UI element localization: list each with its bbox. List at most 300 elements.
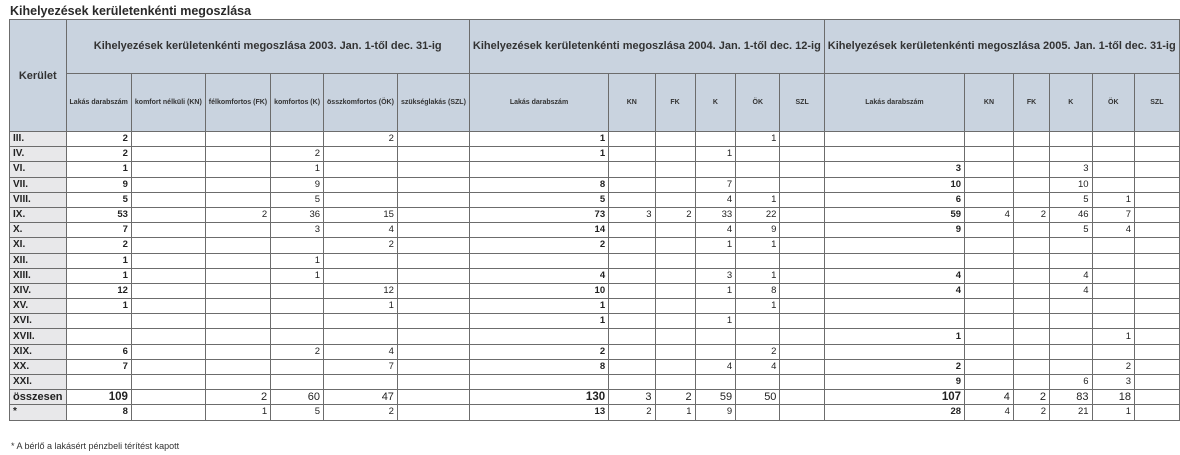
table-cell <box>1135 177 1180 192</box>
district-label: IV. <box>10 147 67 162</box>
table-cell <box>1135 132 1180 147</box>
table-cell: 2 <box>469 344 608 359</box>
table-cell <box>205 344 270 359</box>
table-cell: 3 <box>824 162 964 177</box>
table-cell <box>131 268 205 283</box>
table-cell <box>1013 253 1049 268</box>
table-cell <box>609 132 655 147</box>
table-cell <box>1050 314 1093 329</box>
table-cell <box>66 314 131 329</box>
table-cell: 9 <box>824 375 964 390</box>
table-cell <box>609 359 655 374</box>
column-header-2003: komfort nélküli (KN) <box>131 74 205 132</box>
table-cell <box>324 375 398 390</box>
table-cell: 7 <box>324 359 398 374</box>
table-cell: 2 <box>271 147 324 162</box>
table-cell <box>609 329 655 344</box>
table-cell <box>965 299 1014 314</box>
column-header-2005: KN <box>965 74 1014 132</box>
district-label: XIII. <box>10 268 67 283</box>
table-cell <box>1135 223 1180 238</box>
table-cell <box>205 299 270 314</box>
table-cell: 12 <box>324 283 398 298</box>
table-cell <box>397 359 469 374</box>
table-cell: 2 <box>1013 405 1049 420</box>
table-row <box>10 192 1180 207</box>
table-cell <box>1135 375 1180 390</box>
table-cell <box>131 132 205 147</box>
table-cell <box>397 405 469 420</box>
table-cell: 5 <box>469 192 608 207</box>
table-cell: 9 <box>736 223 780 238</box>
table-cell: 2 <box>324 132 398 147</box>
table-cell: 2 <box>205 390 270 405</box>
table-cell <box>1050 253 1093 268</box>
table-cell <box>397 223 469 238</box>
table-cell: 7 <box>1092 207 1135 222</box>
table-cell <box>1092 344 1135 359</box>
table-cell <box>271 375 324 390</box>
table-cell <box>1092 238 1135 253</box>
table-cell: 12 <box>66 283 131 298</box>
table-cell <box>736 162 780 177</box>
table-cell: 4 <box>736 359 780 374</box>
table-cell <box>131 162 205 177</box>
table-cell: 6 <box>824 192 964 207</box>
table-cell: 2 <box>66 132 131 147</box>
table-cell <box>695 253 736 268</box>
table-cell <box>324 162 398 177</box>
table-cell <box>397 329 469 344</box>
table-cell <box>1013 177 1049 192</box>
table-cell <box>324 268 398 283</box>
table-cell: 8 <box>469 177 608 192</box>
table-cell <box>655 162 695 177</box>
table-cell <box>397 192 469 207</box>
column-header-2003: félkomfortos (FK) <box>205 74 270 132</box>
table-cell: 3 <box>695 268 736 283</box>
table-cell <box>324 177 398 192</box>
table-cell <box>695 299 736 314</box>
table-cell: 8 <box>66 405 131 420</box>
table-cell: 13 <box>469 405 608 420</box>
table-cell <box>397 283 469 298</box>
district-label: XIV. <box>10 283 67 298</box>
table-cell <box>1135 207 1180 222</box>
table-cell <box>1013 223 1049 238</box>
table-cell: 4 <box>965 405 1014 420</box>
table-cell <box>205 283 270 298</box>
table-cell <box>965 177 1014 192</box>
table-cell <box>1135 359 1180 374</box>
table-cell <box>131 207 205 222</box>
table-row <box>10 299 1180 314</box>
table-cell: 36 <box>271 207 324 222</box>
table-cell <box>695 162 736 177</box>
table-cell <box>1050 147 1093 162</box>
table-cell <box>1135 238 1180 253</box>
table-cell <box>655 299 695 314</box>
table-cell <box>1050 299 1093 314</box>
column-header-2005: SZL <box>1135 74 1180 132</box>
table-cell <box>824 299 964 314</box>
group-header-2003: Kihelyezések kerületenkénti megoszlása 2003. Jan. 1-től dec. 31-ig <box>66 20 469 74</box>
table-cell <box>397 314 469 329</box>
table-cell <box>1013 375 1049 390</box>
table-cell: 1 <box>1092 405 1135 420</box>
table-cell: 9 <box>824 223 964 238</box>
table-cell <box>965 344 1014 359</box>
table-cell: 3 <box>1050 162 1093 177</box>
table-cell <box>1013 132 1049 147</box>
table-cell <box>780 405 824 420</box>
table-cell <box>1135 329 1180 344</box>
table-cell: 3 <box>1092 375 1135 390</box>
table-cell <box>1135 390 1180 405</box>
district-label: XII. <box>10 253 67 268</box>
table-cell <box>1135 314 1180 329</box>
column-header-2005: K <box>1050 74 1093 132</box>
district-label: * <box>10 405 67 420</box>
table-cell <box>655 192 695 207</box>
table-cell <box>397 253 469 268</box>
table-cell <box>780 390 824 405</box>
table-cell <box>1135 344 1180 359</box>
table-cell <box>609 177 655 192</box>
table-cell: 130 <box>469 390 608 405</box>
table-cell <box>469 162 608 177</box>
table-cell: 1 <box>271 268 324 283</box>
table-cell: 83 <box>1050 390 1093 405</box>
table-cell: 7 <box>66 359 131 374</box>
table-cell <box>205 132 270 147</box>
table-cell <box>131 177 205 192</box>
table-cell: 4 <box>695 359 736 374</box>
table-row <box>10 253 1180 268</box>
table-row <box>10 177 1180 192</box>
table-cell <box>609 314 655 329</box>
table-cell <box>131 192 205 207</box>
table-cell: 7 <box>66 223 131 238</box>
table-cell: 9 <box>695 405 736 420</box>
table-cell: 1 <box>271 162 324 177</box>
table-cell <box>324 192 398 207</box>
table-cell <box>1135 405 1180 420</box>
table-cell: 4 <box>824 283 964 298</box>
table-cell <box>205 177 270 192</box>
table-cell: 1 <box>1092 329 1135 344</box>
page-title: Kihelyezések kerületenkénti megoszlása <box>10 4 252 18</box>
table-cell <box>131 390 205 405</box>
district-label: XIX. <box>10 344 67 359</box>
table-cell <box>1013 329 1049 344</box>
table-cell <box>469 253 608 268</box>
table-cell: 22 <box>736 207 780 222</box>
table-cell <box>205 253 270 268</box>
table-cell: 47 <box>324 390 398 405</box>
district-label: IX. <box>10 207 67 222</box>
table-cell <box>609 162 655 177</box>
table-cell <box>780 132 824 147</box>
table-cell <box>1092 162 1135 177</box>
table-cell <box>655 132 695 147</box>
table-cell: 4 <box>1050 283 1093 298</box>
table-cell: 2 <box>609 405 655 420</box>
table-cell: 1 <box>736 192 780 207</box>
table-cell <box>131 405 205 420</box>
table-cell <box>965 314 1014 329</box>
table-row <box>10 405 1180 420</box>
table-cell: 1 <box>66 253 131 268</box>
table-cell <box>1092 147 1135 162</box>
table-cell: 5 <box>271 192 324 207</box>
table-cell <box>1135 283 1180 298</box>
column-header-2004: KN <box>609 74 655 132</box>
table-cell: 2 <box>66 238 131 253</box>
table-cell: 1 <box>695 238 736 253</box>
table-cell <box>66 329 131 344</box>
table-cell <box>780 299 824 314</box>
table-cell: 15 <box>324 207 398 222</box>
table-cell <box>397 344 469 359</box>
table-cell <box>824 147 964 162</box>
table-cell <box>131 329 205 344</box>
table-cell <box>695 375 736 390</box>
column-header-2004: SZL <box>780 74 824 132</box>
district-label: VII. <box>10 177 67 192</box>
table-cell: 14 <box>469 223 608 238</box>
table-row <box>10 375 1180 390</box>
table-cell <box>131 299 205 314</box>
district-label: XVII. <box>10 329 67 344</box>
table-cell: 1 <box>324 299 398 314</box>
column-header-2003: szükséglakás (SZL) <box>397 74 469 132</box>
table-cell <box>66 375 131 390</box>
column-header-2005: FK <box>1013 74 1049 132</box>
table-cell <box>736 314 780 329</box>
table-cell <box>1050 344 1093 359</box>
table-row <box>10 207 1180 222</box>
table-cell <box>780 162 824 177</box>
table-cell: 50 <box>736 390 780 405</box>
table-cell <box>965 283 1014 298</box>
table-cell <box>1135 299 1180 314</box>
column-header-2004: FK <box>655 74 695 132</box>
table-cell <box>965 132 1014 147</box>
table-cell <box>205 162 270 177</box>
table-cell <box>324 314 398 329</box>
table-cell <box>965 253 1014 268</box>
district-label: XXI. <box>10 375 67 390</box>
table-cell: 1 <box>1092 192 1135 207</box>
table-cell: 2 <box>324 405 398 420</box>
table-cell: 46 <box>1050 207 1093 222</box>
district-label: XI. <box>10 238 67 253</box>
table-cell <box>131 375 205 390</box>
table-cell <box>965 192 1014 207</box>
table-cell: 2 <box>469 238 608 253</box>
table-cell <box>1013 162 1049 177</box>
table-cell <box>131 147 205 162</box>
table-cell <box>780 207 824 222</box>
table-cell: 28 <box>824 405 964 420</box>
table-cell <box>205 314 270 329</box>
table-cell <box>965 147 1014 162</box>
table-cell <box>324 253 398 268</box>
table-row <box>10 147 1180 162</box>
table-cell <box>965 268 1014 283</box>
district-label: összesen <box>10 390 67 405</box>
table-cell <box>1013 359 1049 374</box>
table-cell: 4 <box>1050 268 1093 283</box>
table-cell <box>965 238 1014 253</box>
table-row <box>10 359 1180 374</box>
table-cell <box>780 375 824 390</box>
table-cell <box>271 238 324 253</box>
table-cell: 1 <box>271 253 324 268</box>
table-cell: 60 <box>271 390 324 405</box>
table-row <box>10 223 1180 238</box>
table-cell <box>609 375 655 390</box>
district-label: III. <box>10 132 67 147</box>
table-cell: 59 <box>824 207 964 222</box>
table-cell <box>131 314 205 329</box>
table-cell <box>1092 132 1135 147</box>
table-cell: 4 <box>965 390 1014 405</box>
table-cell: 1 <box>66 268 131 283</box>
table-cell <box>271 299 324 314</box>
table-cell: 9 <box>271 177 324 192</box>
table-cell <box>205 375 270 390</box>
table-cell <box>609 192 655 207</box>
table-cell: 4 <box>1092 223 1135 238</box>
table-cell <box>205 223 270 238</box>
table-cell <box>1092 283 1135 298</box>
table-cell <box>397 390 469 405</box>
table-cell <box>736 329 780 344</box>
district-label: VIII. <box>10 192 67 207</box>
table-cell <box>1013 147 1049 162</box>
table-cell <box>271 132 324 147</box>
table-cell <box>780 192 824 207</box>
table-cell: 7 <box>695 177 736 192</box>
table-cell <box>655 329 695 344</box>
table-cell <box>736 177 780 192</box>
table-cell: 2 <box>205 207 270 222</box>
table-cell: 5 <box>66 192 131 207</box>
table-cell: 3 <box>271 223 324 238</box>
table-cell: 18 <box>1092 390 1135 405</box>
table-cell <box>824 238 964 253</box>
table-cell <box>324 329 398 344</box>
table-cell <box>131 344 205 359</box>
table-cell <box>609 268 655 283</box>
table-cell <box>965 329 1014 344</box>
table-cell <box>271 283 324 298</box>
table-cell <box>695 344 736 359</box>
table-cell <box>824 132 964 147</box>
table-row <box>10 162 1180 177</box>
table-cell: 107 <box>824 390 964 405</box>
table-cell: 1 <box>736 132 780 147</box>
table-cell: 2 <box>1092 359 1135 374</box>
table-cell <box>397 132 469 147</box>
table-cell: 2 <box>271 344 324 359</box>
table-cell: 6 <box>66 344 131 359</box>
table-cell <box>780 314 824 329</box>
table-cell: 10 <box>824 177 964 192</box>
table-cell <box>205 268 270 283</box>
column-header-2003: komfortos (K) <box>271 74 324 132</box>
table-cell <box>824 344 964 359</box>
table-cell: 53 <box>66 207 131 222</box>
table-cell: 2 <box>1013 390 1049 405</box>
table-cell <box>965 223 1014 238</box>
table-row <box>10 238 1180 253</box>
kerulet-header: Kerület <box>10 20 67 132</box>
table-cell <box>780 283 824 298</box>
table-cell <box>397 207 469 222</box>
table-cell <box>655 177 695 192</box>
table-cell <box>609 344 655 359</box>
table-cell: 4 <box>824 268 964 283</box>
group-header-2004: Kihelyezések kerületenkénti megoszlása 2004. Jan. 1-től dec. 12-ig <box>469 20 824 74</box>
column-header-2003: Lakás darabszám <box>66 74 131 132</box>
table-row <box>10 283 1180 298</box>
table-cell <box>736 147 780 162</box>
table-cell <box>780 329 824 344</box>
table-cell <box>1135 253 1180 268</box>
table-cell <box>397 268 469 283</box>
table-cell <box>780 223 824 238</box>
table-cell: 1 <box>66 299 131 314</box>
column-header-2005: ÖK <box>1092 74 1135 132</box>
district-label: X. <box>10 223 67 238</box>
table-cell: 1 <box>695 147 736 162</box>
table-cell <box>824 314 964 329</box>
table-cell <box>780 268 824 283</box>
table-cell <box>469 375 608 390</box>
table-cell: 2 <box>736 344 780 359</box>
table-cell <box>205 238 270 253</box>
table-cell <box>397 177 469 192</box>
table-cell: 1 <box>736 268 780 283</box>
table-cell <box>1050 329 1093 344</box>
table-cell: 73 <box>469 207 608 222</box>
table-cell <box>397 147 469 162</box>
table-cell <box>1013 192 1049 207</box>
table-cell: 4 <box>695 223 736 238</box>
table-cell: 1 <box>736 299 780 314</box>
table-cell: 1 <box>824 329 964 344</box>
table-cell <box>695 329 736 344</box>
table-cell <box>397 238 469 253</box>
table-cell <box>965 359 1014 374</box>
table-cell: 10 <box>469 283 608 298</box>
table-cell <box>655 268 695 283</box>
table-cell: 9 <box>66 177 131 192</box>
table-cell: 1 <box>469 147 608 162</box>
table-cell <box>1092 253 1135 268</box>
table-cell <box>1013 314 1049 329</box>
table-cell: 10 <box>1050 177 1093 192</box>
group-header-2005: Kihelyezések kerületenkénti megoszlása 2005. Jan. 1-től dec. 31-ig <box>824 20 1179 74</box>
table-cell <box>1013 238 1049 253</box>
table-cell <box>609 253 655 268</box>
table-cell <box>655 223 695 238</box>
table-cell <box>609 283 655 298</box>
table-cell <box>655 314 695 329</box>
